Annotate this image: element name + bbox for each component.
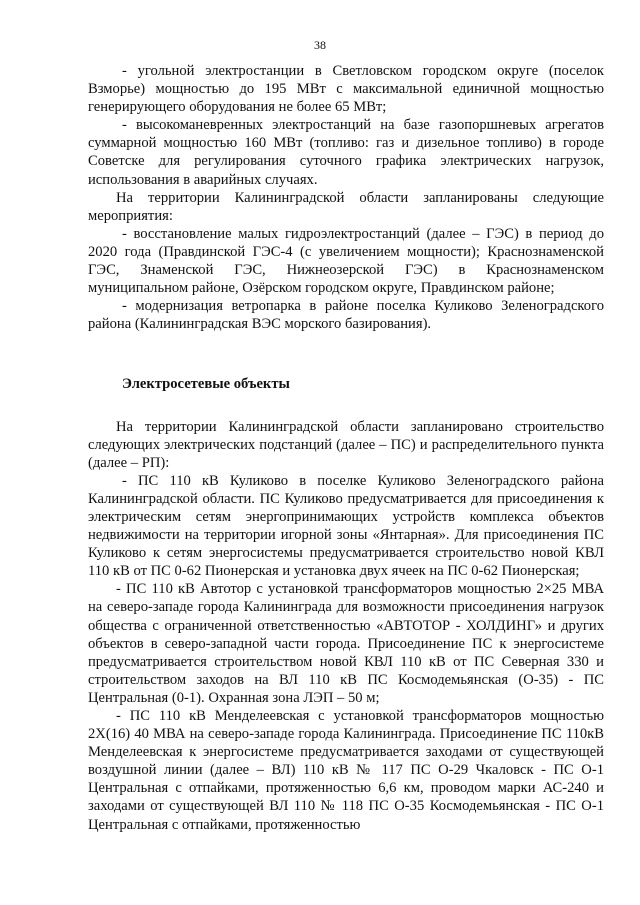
paragraph-avtotor-substation: - ПС 110 кВ Автотор с установкой трансформаторов мощностью 2×25 МВА на северо-западе города Калининграда для возможности присоединения нагрузок общества с ограниченной ответственностью «АВТОТОР - ХОЛДИНГ» и других объектов в северо-западной части города. Присоединение ПС к энергосистеме предусматривается строительством новой КВЛ 110 кВ от ПС Северная 330 и строительством заходов на ВЛ 110 кВ ПС Космодемьянская (О-35) - ПС Центральная (0-1). Охранная зона ЛЭП – 50 м; (88, 581, 604, 706)
paragraph-substations-intro: На территории Калининградской области запланировано строительство следующих электрических подстанций (далее – ПС) и распределительного пункта (далее – РП): (88, 418, 604, 471)
paragraph-coal-plant: - угольной электростанции в Светловском городском округе (поселок Взморье) мощностью до 195 МВт с максимальной единичной мощностью генерирующего оборудования не более 65 МВт; (88, 63, 604, 116)
paragraph-wind-park: - модернизация ветропарка в районе поселка Куликово Зеленоградского района (Калининградская ВЭС морского базирования). (88, 298, 604, 333)
paragraph-hydro-restoration: - восстановление малых гидроэлектростанций (далее – ГЭС) в период до 2020 года (Правдинской ГЭС-4 (с увеличением мощности); Краснознаменской ГЭС, Знаменской ГЭС, Нижнеозерской ГЭС) в Краснознаменском муниципальном районе, Озёрском городском округе, Правдинском районе; (88, 225, 604, 297)
page-number: 38 (314, 38, 326, 52)
paragraph-mendeleevskaya-substation: - ПС 110 кВ Менделеевская с установкой трансформаторов мощностью 2Х(16) 40 МВА на северо-западе города Калининграда. Присоединение ПС 110кВ Менделеевская к энергосистеме предусматривается заходами от существующей воздушной линии (далее – ВЛ) 110 кВ № 117 ПС О-29 Чкаловск - ПС О-1 Центральная с отпайками, протяженностью 6,6 км, проводом марки АС-240 и заходами от существующей ВЛ 110 № 118 ПС О-35 Космодемьянская - ПС О-1 Центральная с отпайками, протяженностью (88, 708, 604, 833)
paragraph-kulikovo-substation: - ПС 110 кВ Куликово в поселке Куликово Зеленоградского района Калининградской области. ПС Куликово предусматривается для присоединения к электрическим сетям энергопринимающих устройств комплекса объектов недвижимости на территории игорной зоны «Янтарная». Для присоединения ПС Куликово к сетям энергосистемы предусматривается строительство новой КВЛ 110 кВ от ПС 0-62 Пионерская и установка двух ячеек на ПС 0-62 Пионерская; (88, 472, 604, 580)
section-heading: Электросетевые объекты (122, 376, 290, 393)
paragraph-measures-intro: На территории Калининградской области запланированы следующие мероприятия: (88, 189, 604, 224)
page-content (88, 62, 604, 834)
paragraph-gas-plants: - высокоманевренных электростанций на базе газопоршневых агрегатов суммарной мощностью 160 МВт (топливо: газ и дизельное топливо) в городе Советске для регулирования суточного графика электрических нагрузок, использования в аварийных случаях. (88, 117, 604, 188)
